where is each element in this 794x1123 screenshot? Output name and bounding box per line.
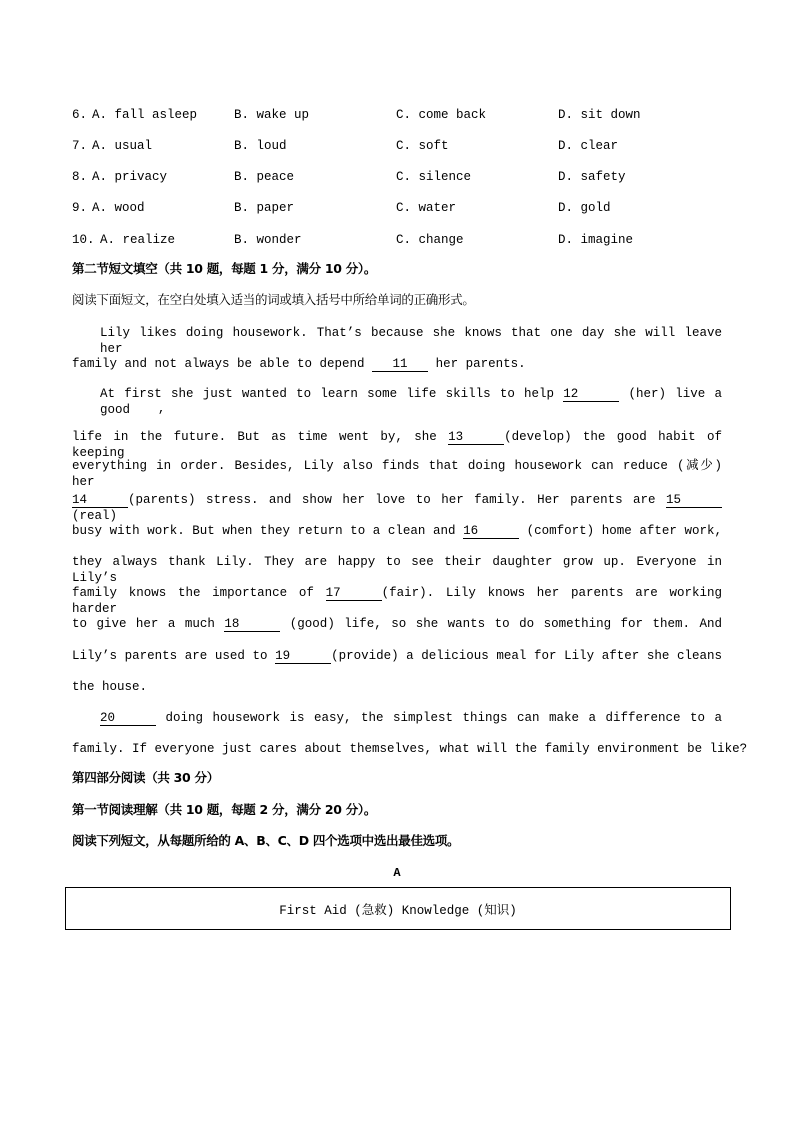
question-number: 6. [72,108,88,122]
option-d: D. imagine [558,233,634,247]
first-aid-box [65,887,731,930]
blank-14[interactable]: 14 [72,494,128,508]
passage-line [72,648,722,664]
passage-line [72,554,722,586]
option-c: C. water [396,201,457,215]
passage-line [72,741,748,757]
part4-heading: 第四部分阅读（共 30 分） [72,770,219,785]
passage-text: doing housework is easy, the simplest things can make a difference to a [156,711,722,725]
option-c: C. change [396,233,464,247]
passage-text: (develop) the good habit of keeping [72,430,722,460]
question-number: 8. [72,170,88,184]
passage-line [72,492,722,524]
passage-text: to give her a much [72,617,225,631]
passage-text: (comfort) home after work, [519,524,722,538]
option-d: D. safety [558,170,626,184]
passage-text: (provide) a delicious meal for Lily after she cleans [331,649,722,663]
option-b: B. wake up [234,108,310,122]
passage-text: her parents. [428,357,526,371]
blank-20[interactable]: 20 [100,712,156,726]
option-b: B. wonder [234,233,302,247]
option-b: B. peace [234,170,295,184]
passage-text: the house. [72,680,148,694]
passage-text: they always thank Lily. They are happy to see their daughter grow up. Everyone in Lily’s [72,555,722,585]
option-c: C. come back [396,108,487,122]
option-b: B. paper [234,201,295,215]
section2-heading: 第二节短文填空（共 10 题，每题 1 分，满分 10 分）。 [72,261,377,276]
option-a: A. wood [92,201,145,215]
passage-text: family. If everyone just cares about themselves, what will the family environment be like? [72,742,748,756]
section1-heading: 第一节阅读理解（共 10 题，每题 2 分，满分 20 分）。 [72,802,377,817]
passage-text: family and not always be able to depend [72,357,373,371]
reading-instruction: 阅读下列短文，从每题所给的 A、B、C、D 四个选项中选出最佳选项。 [72,833,460,848]
blank-16[interactable]: 16 [463,525,519,539]
box-title: First Aid (急救) Knowledge (知识) [279,903,517,918]
question-number: 9. [72,201,88,215]
passage-text: Lily likes doing housework. That’s because she knows that one day she will leave her [100,326,722,356]
passage-text: At first she just wanted to learn some life skills to help [100,387,564,401]
option-d: D. sit down [558,108,641,122]
passage-line [72,429,722,461]
blank-15[interactable]: 15 [666,494,722,508]
option-d: D. gold [558,201,611,215]
option-c: C. silence [396,170,472,184]
blank-13[interactable]: 13 [448,431,504,445]
option-d: D. clear [558,139,619,153]
passage-line [100,386,722,418]
passage-text: (good) life, so she wants to do something for them. And [280,617,722,631]
question-number: 7. [72,139,88,153]
option-a: A. realize [100,233,176,247]
option-a: A. fall asleep [92,108,198,122]
option-a: A. usual [92,139,153,153]
passage-text: (real) [72,509,118,523]
passage-text: (her) live a good [100,387,722,417]
passage-text: family knows the importance of [72,586,326,600]
passage-line [72,616,722,632]
passage-text: Lily’s parents are used to [72,649,276,663]
passage-text: (fair). Lily knows her parents are working harder [72,586,722,616]
passage-line [100,710,722,726]
passage-line [72,356,722,372]
section2-instruction: 阅读下面短文，在空白处填入适当的词或填入括号中所给单词的正确形式。 [72,292,475,307]
passage-line [72,523,722,539]
option-a: A. privacy [92,170,168,184]
passage-text: (parents) stress. and show her love to her family. Her parents are [128,493,666,507]
blank-17[interactable]: 17 [326,587,382,601]
passage-line [100,325,722,357]
question-number: 10. [72,233,95,247]
passage-text: busy with work. But when they return to a clean and [72,524,464,538]
blank-18[interactable]: 18 [224,618,280,632]
option-c: C. soft [396,139,449,153]
passage-line [72,585,722,617]
passage-text: everything in order. Besides, Lily also finds that doing housework can reduce (减少) her [72,459,722,489]
blank-19[interactable]: 19 [275,650,331,664]
passage-line [72,458,722,490]
blank-11[interactable]: 11 [372,358,428,372]
stray-comma: , [158,402,166,416]
option-b: B. loud [234,139,287,153]
passage-text: life in the future. But as time went by, she [72,430,449,444]
passage-label: A [393,866,401,880]
blank-12[interactable]: 12 [563,388,619,402]
passage-line [72,679,722,695]
